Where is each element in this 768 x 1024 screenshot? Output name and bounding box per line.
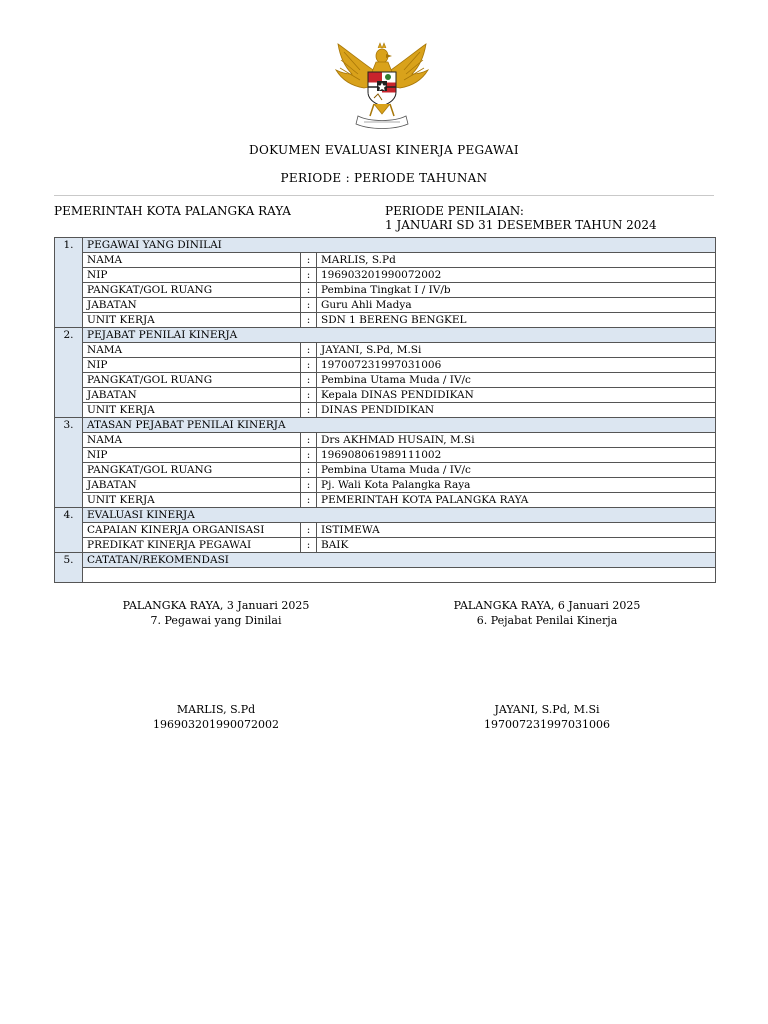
field-label: UNIT KERJA xyxy=(83,493,301,508)
table-row xyxy=(55,388,716,403)
signature-right-place-date: PALANGKA RAYA, 6 Januari 2025 xyxy=(453,599,641,612)
field-colon: : xyxy=(301,523,317,538)
field-colon: : xyxy=(301,268,317,283)
signature-left-header xyxy=(86,598,346,628)
field-label: JABATAN xyxy=(83,478,301,493)
field-value: DINAS PENDIDIKAN xyxy=(317,403,716,418)
assessment-period-label: PERIODE PENILAIAN: xyxy=(385,204,524,218)
field-label: UNIT KERJA xyxy=(83,313,301,328)
notes-cell xyxy=(83,568,716,583)
signature-left-block xyxy=(86,702,346,732)
signature-left-nip: 196903201990072002 xyxy=(153,718,279,731)
section-header xyxy=(55,418,716,433)
field-colon: : xyxy=(301,283,317,298)
field-label: UNIT KERJA xyxy=(83,403,301,418)
field-colon: : xyxy=(301,538,317,553)
field-value: JAYANI, S.Pd, M.Si xyxy=(317,343,716,358)
signature-right-nip: 197007231997031006 xyxy=(484,718,610,731)
field-value: Pembina Tingkat I / IV/b xyxy=(317,283,716,298)
field-label: NIP xyxy=(83,448,301,463)
section-number: 3. xyxy=(55,418,83,508)
table-row xyxy=(55,253,716,268)
field-colon: : xyxy=(301,463,317,478)
table-row xyxy=(55,313,716,328)
table-row xyxy=(55,283,716,298)
field-value: 196903201990072002 xyxy=(317,268,716,283)
field-label: PANGKAT/GOL RUANG xyxy=(83,283,301,298)
field-colon: : xyxy=(301,343,317,358)
evaluation-table xyxy=(54,237,716,583)
signature-right-block xyxy=(417,702,677,732)
field-label: NIP xyxy=(83,268,301,283)
field-label: PREDIKAT KINERJA PEGAWAI xyxy=(83,538,301,553)
field-value: 197007231997031006 xyxy=(317,358,716,373)
table-row xyxy=(55,493,716,508)
section-title: CATATAN/REKOMENDASI xyxy=(83,553,716,568)
field-value: Kepala DINAS PENDIDIKAN xyxy=(317,388,716,403)
field-colon: : xyxy=(301,358,317,373)
field-label: NAMA xyxy=(83,253,301,268)
field-colon: : xyxy=(301,253,317,268)
field-value: PEMERINTAH KOTA PALANGKA RAYA xyxy=(317,493,716,508)
section-number: 1. xyxy=(55,238,83,328)
signature-right-role: 6. Pejabat Penilai Kinerja xyxy=(476,614,618,627)
table-row xyxy=(55,523,716,538)
garuda-emblem-icon xyxy=(330,42,434,132)
field-value: ISTIMEWA xyxy=(317,523,716,538)
government-name: PEMERINTAH KOTA PALANGKA RAYA xyxy=(54,204,291,218)
field-value: Guru Ahli Madya xyxy=(317,298,716,313)
field-label: PANGKAT/GOL RUANG xyxy=(83,373,301,388)
assessment-period xyxy=(385,204,657,232)
header-divider xyxy=(54,195,714,196)
table-row xyxy=(55,358,716,373)
field-colon: : xyxy=(301,373,317,388)
section-header xyxy=(55,328,716,343)
field-label: NAMA xyxy=(83,343,301,358)
field-value: BAIK xyxy=(317,538,716,553)
field-label: NIP xyxy=(83,358,301,373)
table-row xyxy=(55,478,716,493)
table-row xyxy=(55,343,716,358)
field-label: NAMA xyxy=(83,433,301,448)
field-colon: : xyxy=(301,403,317,418)
table-row xyxy=(55,268,716,283)
field-value: MARLIS, S.Pd xyxy=(317,253,716,268)
field-colon: : xyxy=(301,493,317,508)
field-value: 196908061989111002 xyxy=(317,448,716,463)
section-number: 4. xyxy=(55,508,83,553)
field-value: Pembina Utama Muda / IV/c xyxy=(317,463,716,478)
table-row xyxy=(55,403,716,418)
section-title: ATASAN PEJABAT PENILAI KINERJA xyxy=(83,418,716,433)
section-header xyxy=(55,553,716,568)
section-number: 2. xyxy=(55,328,83,418)
table-row xyxy=(55,298,716,313)
field-colon: : xyxy=(301,313,317,328)
field-label: JABATAN xyxy=(83,298,301,313)
notes-row xyxy=(55,568,716,583)
table-row xyxy=(55,463,716,478)
field-label: PANGKAT/GOL RUANG xyxy=(83,463,301,478)
field-label: JABATAN xyxy=(83,388,301,403)
field-colon: : xyxy=(301,298,317,313)
field-value: SDN 1 BERENG BENGKEL xyxy=(317,313,716,328)
field-value: Drs AKHMAD HUSAIN, M.Si xyxy=(317,433,716,448)
signature-left-place-date: PALANGKA RAYA, 3 Januari 2025 xyxy=(122,599,310,612)
signature-left-name: MARLIS, S.Pd xyxy=(176,703,256,716)
section-number: 5. xyxy=(55,553,83,583)
table-row xyxy=(55,373,716,388)
assessment-period-value: 1 JANUARI SD 31 DESEMBER TAHUN 2024 xyxy=(385,218,657,232)
field-colon: : xyxy=(301,433,317,448)
section-title: EVALUASI KINERJA xyxy=(83,508,716,523)
document-period: PERIODE : PERIODE TAHUNAN xyxy=(280,171,488,185)
field-value: Pj. Wali Kota Palangka Raya xyxy=(317,478,716,493)
section-title: PEJABAT PENILAI KINERJA xyxy=(83,328,716,343)
section-header xyxy=(55,238,716,253)
signature-left-role: 7. Pegawai yang Dinilai xyxy=(150,614,282,627)
document-title: DOKUMEN EVALUASI KINERJA PEGAWAI xyxy=(249,143,519,157)
table-row xyxy=(55,448,716,463)
field-value: Pembina Utama Muda / IV/c xyxy=(317,373,716,388)
field-label: CAPAIAN KINERJA ORGANISASI xyxy=(83,523,301,538)
signature-right-name: JAYANI, S.Pd, M.Si xyxy=(494,703,600,716)
field-colon: : xyxy=(301,388,317,403)
signature-right-header xyxy=(417,598,677,628)
section-header xyxy=(55,508,716,523)
section-title: PEGAWAI YANG DINILAI xyxy=(83,238,716,253)
table-row xyxy=(55,433,716,448)
field-colon: : xyxy=(301,478,317,493)
table-row xyxy=(55,538,716,553)
field-colon: : xyxy=(301,448,317,463)
